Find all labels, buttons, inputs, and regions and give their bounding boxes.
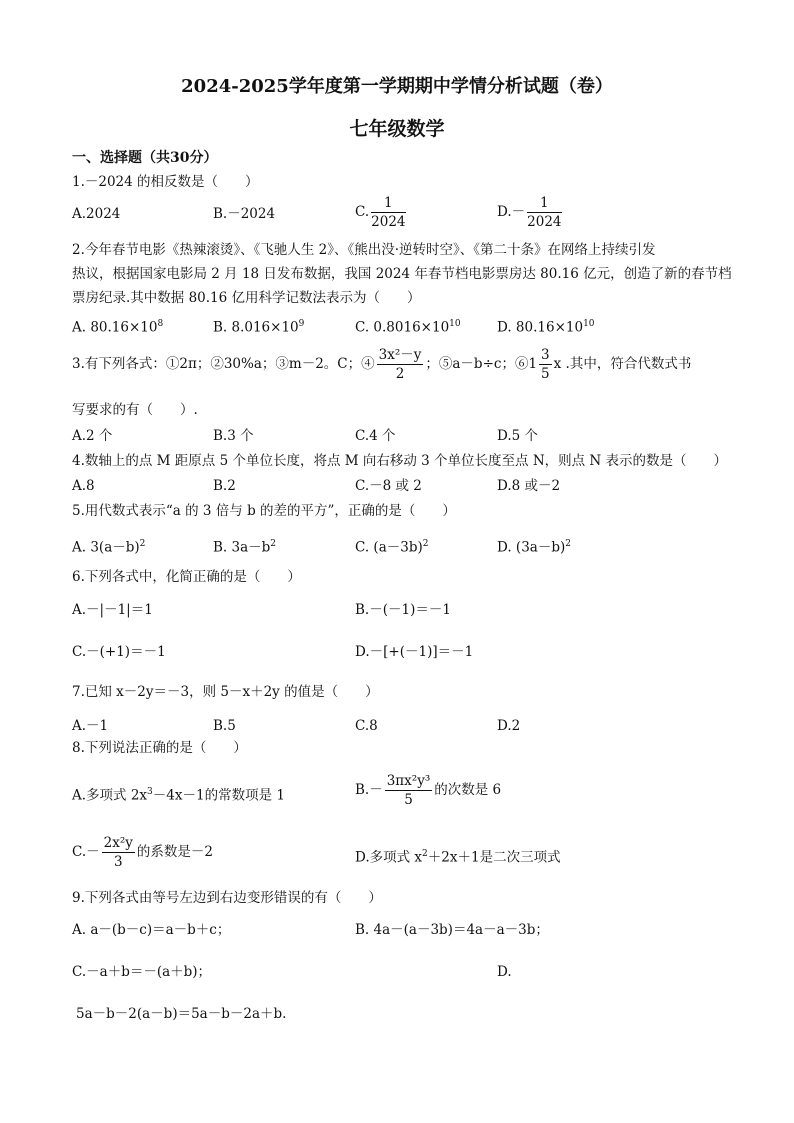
q9-option-a: A. a－(b－c)＝a－b＋c； (72, 922, 231, 938)
q6-option-d: D.－[+(－1)]＝－1 (355, 644, 474, 660)
q3-option-a: A.2 个 (72, 428, 113, 444)
q1-c-numerator: 1 (371, 194, 405, 213)
question-1-stem: 1.－2024 的相反数是（ ） (72, 174, 259, 190)
q3-mixed-fraction (539, 346, 552, 383)
q5-c-text: C. (a－3b) (355, 539, 423, 556)
q8-option-b (355, 772, 501, 809)
q4-option-b: B.2 (213, 478, 236, 494)
q7-option-c: C.8 (355, 718, 378, 734)
q2-option-c (355, 314, 461, 338)
q1-c-prefix: C. (355, 204, 370, 220)
q1-option-b: B.－2024 (213, 206, 276, 222)
q8-option-c (72, 834, 213, 871)
q2-option-d (497, 314, 595, 338)
q7-option-d: D.2 (497, 718, 521, 734)
q4-option-d: D.8 或－2 (497, 478, 561, 494)
q2-option-b (213, 314, 304, 338)
q8-b-post: 的次数是 6 (434, 782, 502, 798)
q1-option-a: A.2024 (72, 206, 121, 222)
q8-c-pre: C.－ (72, 844, 100, 860)
q1-d-fraction (527, 194, 561, 231)
question-2-line-3: 票房纪录.其中数据 80.16 亿用科学记数法表示为（ ） (72, 290, 421, 306)
q3-mixed-denominator: 5 (541, 366, 550, 382)
question-2-line-1: 2.今年春节电影《热辣滚烫》、《飞驰人生 2》、《熊出没·逆转时空》、《第二十条》在网络上持续引发 (72, 242, 656, 258)
q8-option-a (72, 782, 285, 806)
q3-fraction-denominator: 2 (395, 366, 405, 382)
q3-tail: x .其中，符合代数式书 (553, 356, 692, 372)
q2-b-exponent: 9 (298, 319, 305, 329)
q2-a-exponent: 8 (157, 319, 164, 329)
q5-b-text: B. 3a－b (213, 539, 271, 556)
q3-option-d: D.5 个 (497, 428, 539, 444)
q1-d-numerator: 1 (527, 194, 561, 213)
page-title: 2024-2025学年度第一学期期中学情分析试题（卷） (181, 76, 613, 97)
q8-d-exponent: 2 (422, 849, 428, 859)
q3-lead: 3.有下列各式：①2π；②30%a；③m－2。C；④ (72, 356, 375, 372)
question-9-stem: 9.下列各式由等号左边到右边变形错误的有（ ） (72, 890, 382, 906)
q8-option-d (355, 844, 561, 868)
section-heading: 一、选择题（共30分） (72, 150, 218, 166)
q2-b-text: B. 8.016×10 (213, 319, 299, 336)
q3-option-b: B.3 个 (213, 428, 254, 444)
q3-fraction-numerator: 3x²－y (378, 347, 422, 363)
q1-c-fraction (371, 194, 405, 231)
q7-option-b: B.5 (213, 718, 236, 734)
q5-option-a (72, 534, 145, 558)
q2-c-text: C. 0.8016×10 (355, 319, 450, 336)
q8-a-exponent: 3 (147, 787, 153, 797)
q8-c-numerator: 2x²y (103, 835, 133, 851)
q8-d-post: ＋2x＋1是二次三项式 (427, 849, 561, 866)
q9-option-c: C.－a＋b＝－(a＋b)； (72, 964, 212, 980)
page-subtitle: 七年级数学 (349, 118, 445, 140)
q1-option-d (497, 194, 564, 231)
question-7-stem: 7.已知 x－2y＝－3，则 5－x＋2y 的值是（ ） (72, 684, 379, 700)
q9-option-d: D. (497, 964, 512, 980)
q5-d-text: D. (3a－b) (497, 539, 566, 556)
q2-a-text: A. 80.16×10 (72, 319, 158, 336)
question-3-line-2: 写要求的有（ ）. (72, 402, 198, 418)
q1-option-c (355, 194, 408, 231)
q4-option-a: A.8 (72, 478, 95, 494)
q8-b-fraction (385, 772, 433, 809)
q8-a-post: －4x－1的常数项是 1 (152, 787, 285, 804)
q5-a-exponent: 2 (139, 539, 146, 549)
q2-option-a (72, 314, 163, 338)
q7-option-a: A.－1 (72, 718, 109, 734)
q1-d-prefix: D.－ (497, 204, 526, 220)
q5-d-exponent: 2 (565, 539, 571, 549)
q4-option-c: C.－8 或 2 (355, 478, 422, 494)
q5-c-exponent: 2 (422, 539, 429, 549)
q6-option-c: C.－(+1)＝－1 (72, 644, 166, 660)
q6-option-b: B.－(－1)＝－1 (355, 602, 451, 618)
q8-d-pre: D.多项式 x (355, 849, 423, 866)
question-2-line-2: 热议，根据国家电影局 2 月 18 日发布数据，我国 2024 年春节档电影票房达 80.16 亿元，创造了新的春节档 (72, 266, 732, 282)
question-8-stem: 8.下列说法正确的是（ ） (72, 740, 247, 756)
q8-c-denominator: 3 (113, 854, 123, 870)
q5-b-exponent: 2 (270, 539, 277, 549)
q8-b-numerator: 3πx²y³ (386, 773, 431, 789)
q2-d-text: D. 80.16×10 (497, 319, 584, 336)
q8-b-pre: B.－ (355, 782, 383, 798)
q3-mid: ；⑤a－b÷c；⑥1 (425, 356, 538, 372)
question-3-stem (72, 346, 732, 383)
question-6-stem: 6.下列各式中，化简正确的是（ ） (72, 569, 301, 585)
question-4-stem: 4.数轴上的点 M 距原点 5 个单位长度，将点 M 向右移动 3 个单位长度至点 N，则点 N 表示的数是（ ） (72, 453, 728, 469)
q1-c-denominator: 2024 (371, 214, 406, 230)
q2-d-exponent: 10 (583, 319, 595, 329)
q1-d-denominator: 2024 (527, 214, 562, 230)
q9-option-d-expression: 5a－b－2(a－b)＝5a－b－2a＋b. (76, 1006, 287, 1022)
q3-option-c: C.4 个 (355, 428, 396, 444)
q5-option-d (497, 534, 571, 558)
q8-c-post: 的系数是－2 (136, 844, 213, 860)
q3-mixed-numerator: 3 (541, 347, 550, 363)
q3-fraction (377, 346, 424, 383)
q8-a-pre: A.多项式 2x (72, 787, 148, 804)
q5-option-c (355, 534, 428, 558)
q8-c-fraction (102, 834, 135, 871)
q5-option-b (213, 534, 276, 558)
q8-b-denominator: 5 (404, 792, 413, 808)
question-5-stem: 5.用代数式表示“a 的 3 倍与 b 的差的平方”，正确的是（ ） (72, 503, 456, 519)
q2-c-exponent: 10 (449, 319, 461, 329)
q6-option-a: A.－|－1|＝1 (72, 602, 153, 618)
q5-a-text: A. 3(a－b) (72, 539, 140, 556)
q9-option-b: B. 4a－(a－3b)＝4a－a－3b； (355, 922, 549, 938)
